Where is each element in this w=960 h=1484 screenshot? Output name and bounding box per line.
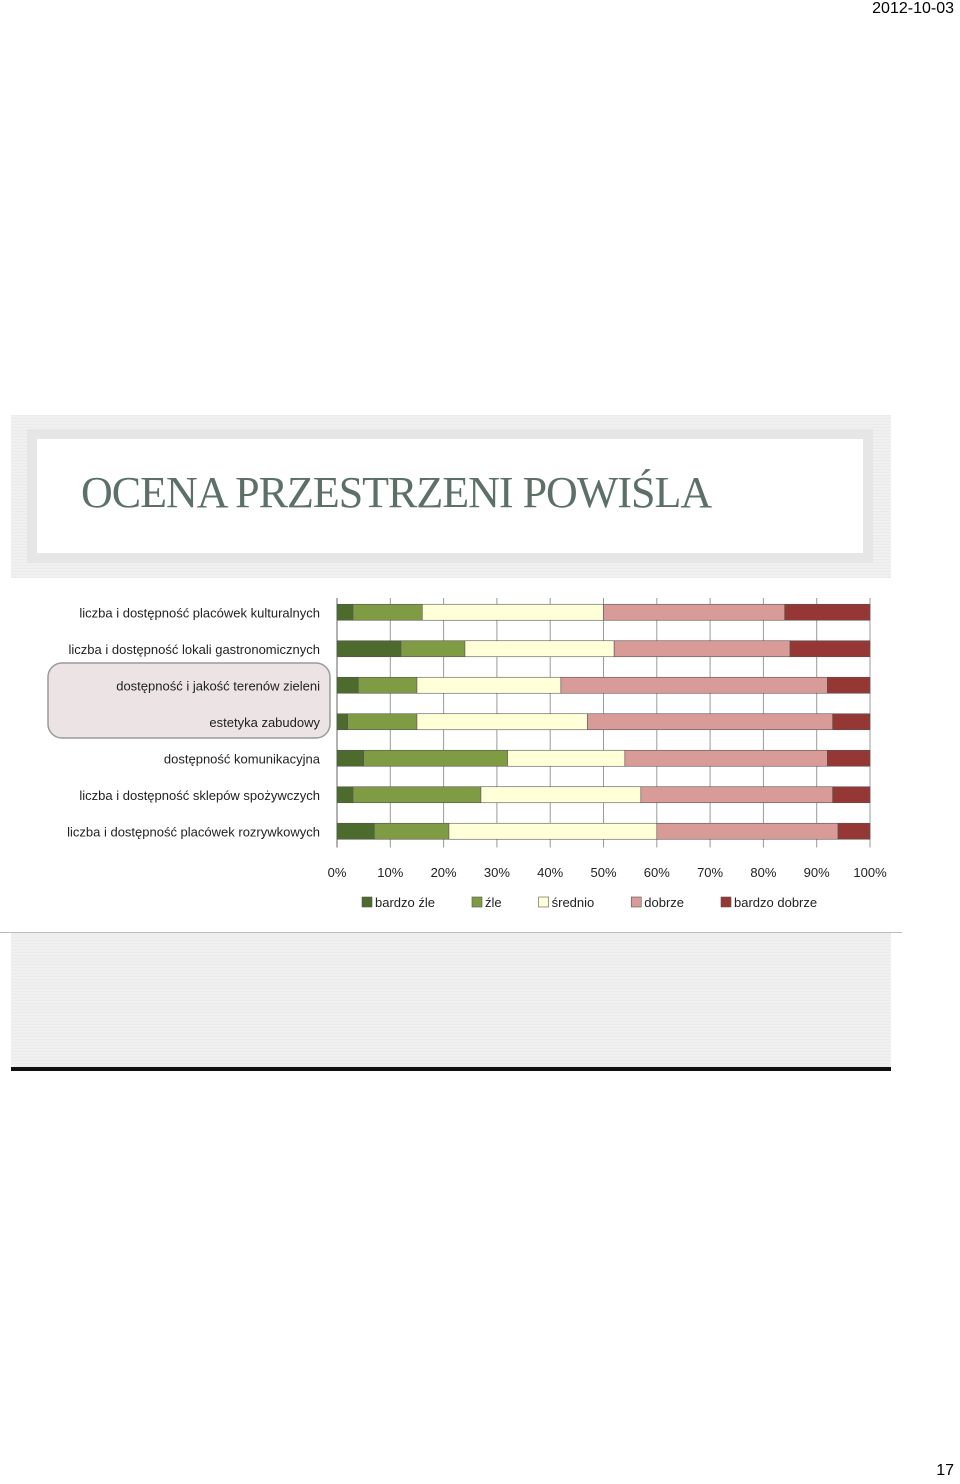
bar-segment	[337, 787, 353, 803]
bar-segment	[353, 604, 422, 620]
legend-swatch	[631, 897, 641, 907]
bar-segment	[374, 823, 449, 839]
bar-segment	[364, 750, 508, 766]
bar-segment	[833, 787, 870, 803]
bar-segment	[790, 641, 870, 657]
page-number: 17	[936, 1462, 954, 1479]
bar-segment	[337, 604, 353, 620]
bar-segment	[588, 714, 833, 730]
x-tick-label: 50%	[590, 865, 617, 880]
legend-label: bardzo źle	[375, 895, 435, 910]
x-tick-label: 40%	[537, 865, 564, 880]
bar-segment	[348, 714, 417, 730]
legend-label: bardzo dobrze	[734, 895, 818, 910]
bar-segment	[417, 714, 588, 730]
x-tick-label: 70%	[697, 865, 724, 880]
legend-swatch	[472, 897, 482, 907]
x-tick-label: 10%	[377, 865, 404, 880]
x-tick-label: 60%	[643, 865, 670, 880]
x-tick-label: 100%	[853, 865, 887, 880]
category-label: liczba i dostępność lokali gastronomicznych	[68, 641, 320, 657]
bar-segment	[449, 823, 657, 839]
stacked-bar-chart	[0, 578, 902, 932]
bar-segment	[641, 787, 833, 803]
legend-swatch	[362, 897, 372, 907]
category-label: liczba i dostępność placówek rozrywkowych	[67, 824, 320, 840]
bar-segment	[481, 787, 641, 803]
bar-segment	[337, 677, 358, 693]
bar-segment	[337, 823, 374, 839]
slide-date: 2012-10-03	[872, 0, 954, 17]
slide-title: OCENA PRZESTRZENI POWIŚLA	[81, 468, 712, 517]
x-tick-label: 30%	[483, 865, 510, 880]
bar-segment	[827, 677, 870, 693]
bar-segment	[785, 604, 870, 620]
legend-label: źle	[484, 895, 502, 910]
category-label: liczba i dostępność placówek kulturalnych	[79, 605, 320, 621]
x-tick-label: 80%	[750, 865, 777, 880]
x-tick-label: 20%	[430, 865, 457, 880]
legend-label: średnio	[551, 895, 595, 910]
bar-segment	[508, 750, 625, 766]
bar-segment	[561, 677, 828, 693]
bar-segment	[604, 604, 785, 620]
bar-segment	[838, 823, 870, 839]
bar-segment	[833, 714, 870, 730]
legend-swatch	[539, 897, 549, 907]
x-tick-label: 90%	[803, 865, 830, 880]
bar-segment	[358, 677, 417, 693]
bar-segment	[337, 750, 364, 766]
chart-panel	[0, 578, 902, 933]
bar-segment	[417, 677, 561, 693]
bar-segment	[614, 641, 790, 657]
bar-segment	[827, 750, 870, 766]
category-label: dostępność i jakość terenów zieleni	[116, 678, 320, 694]
bar-segment	[337, 714, 348, 730]
bar-segment	[625, 750, 828, 766]
bar-segment	[465, 641, 614, 657]
bar-segment	[401, 641, 465, 657]
category-label: liczba i dostępność sklepów spożywczych	[79, 787, 320, 803]
legend-label: dobrze	[644, 895, 684, 910]
legend-swatch	[721, 897, 731, 907]
bar-segment	[422, 604, 603, 620]
category-label: dostępność komunikacyjna	[163, 751, 320, 767]
bar-segment	[337, 641, 401, 657]
bar-segment	[657, 823, 838, 839]
category-label: estetyka zabudowy	[209, 714, 320, 730]
x-tick-label: 0%	[327, 865, 347, 880]
bar-segment	[353, 787, 481, 803]
